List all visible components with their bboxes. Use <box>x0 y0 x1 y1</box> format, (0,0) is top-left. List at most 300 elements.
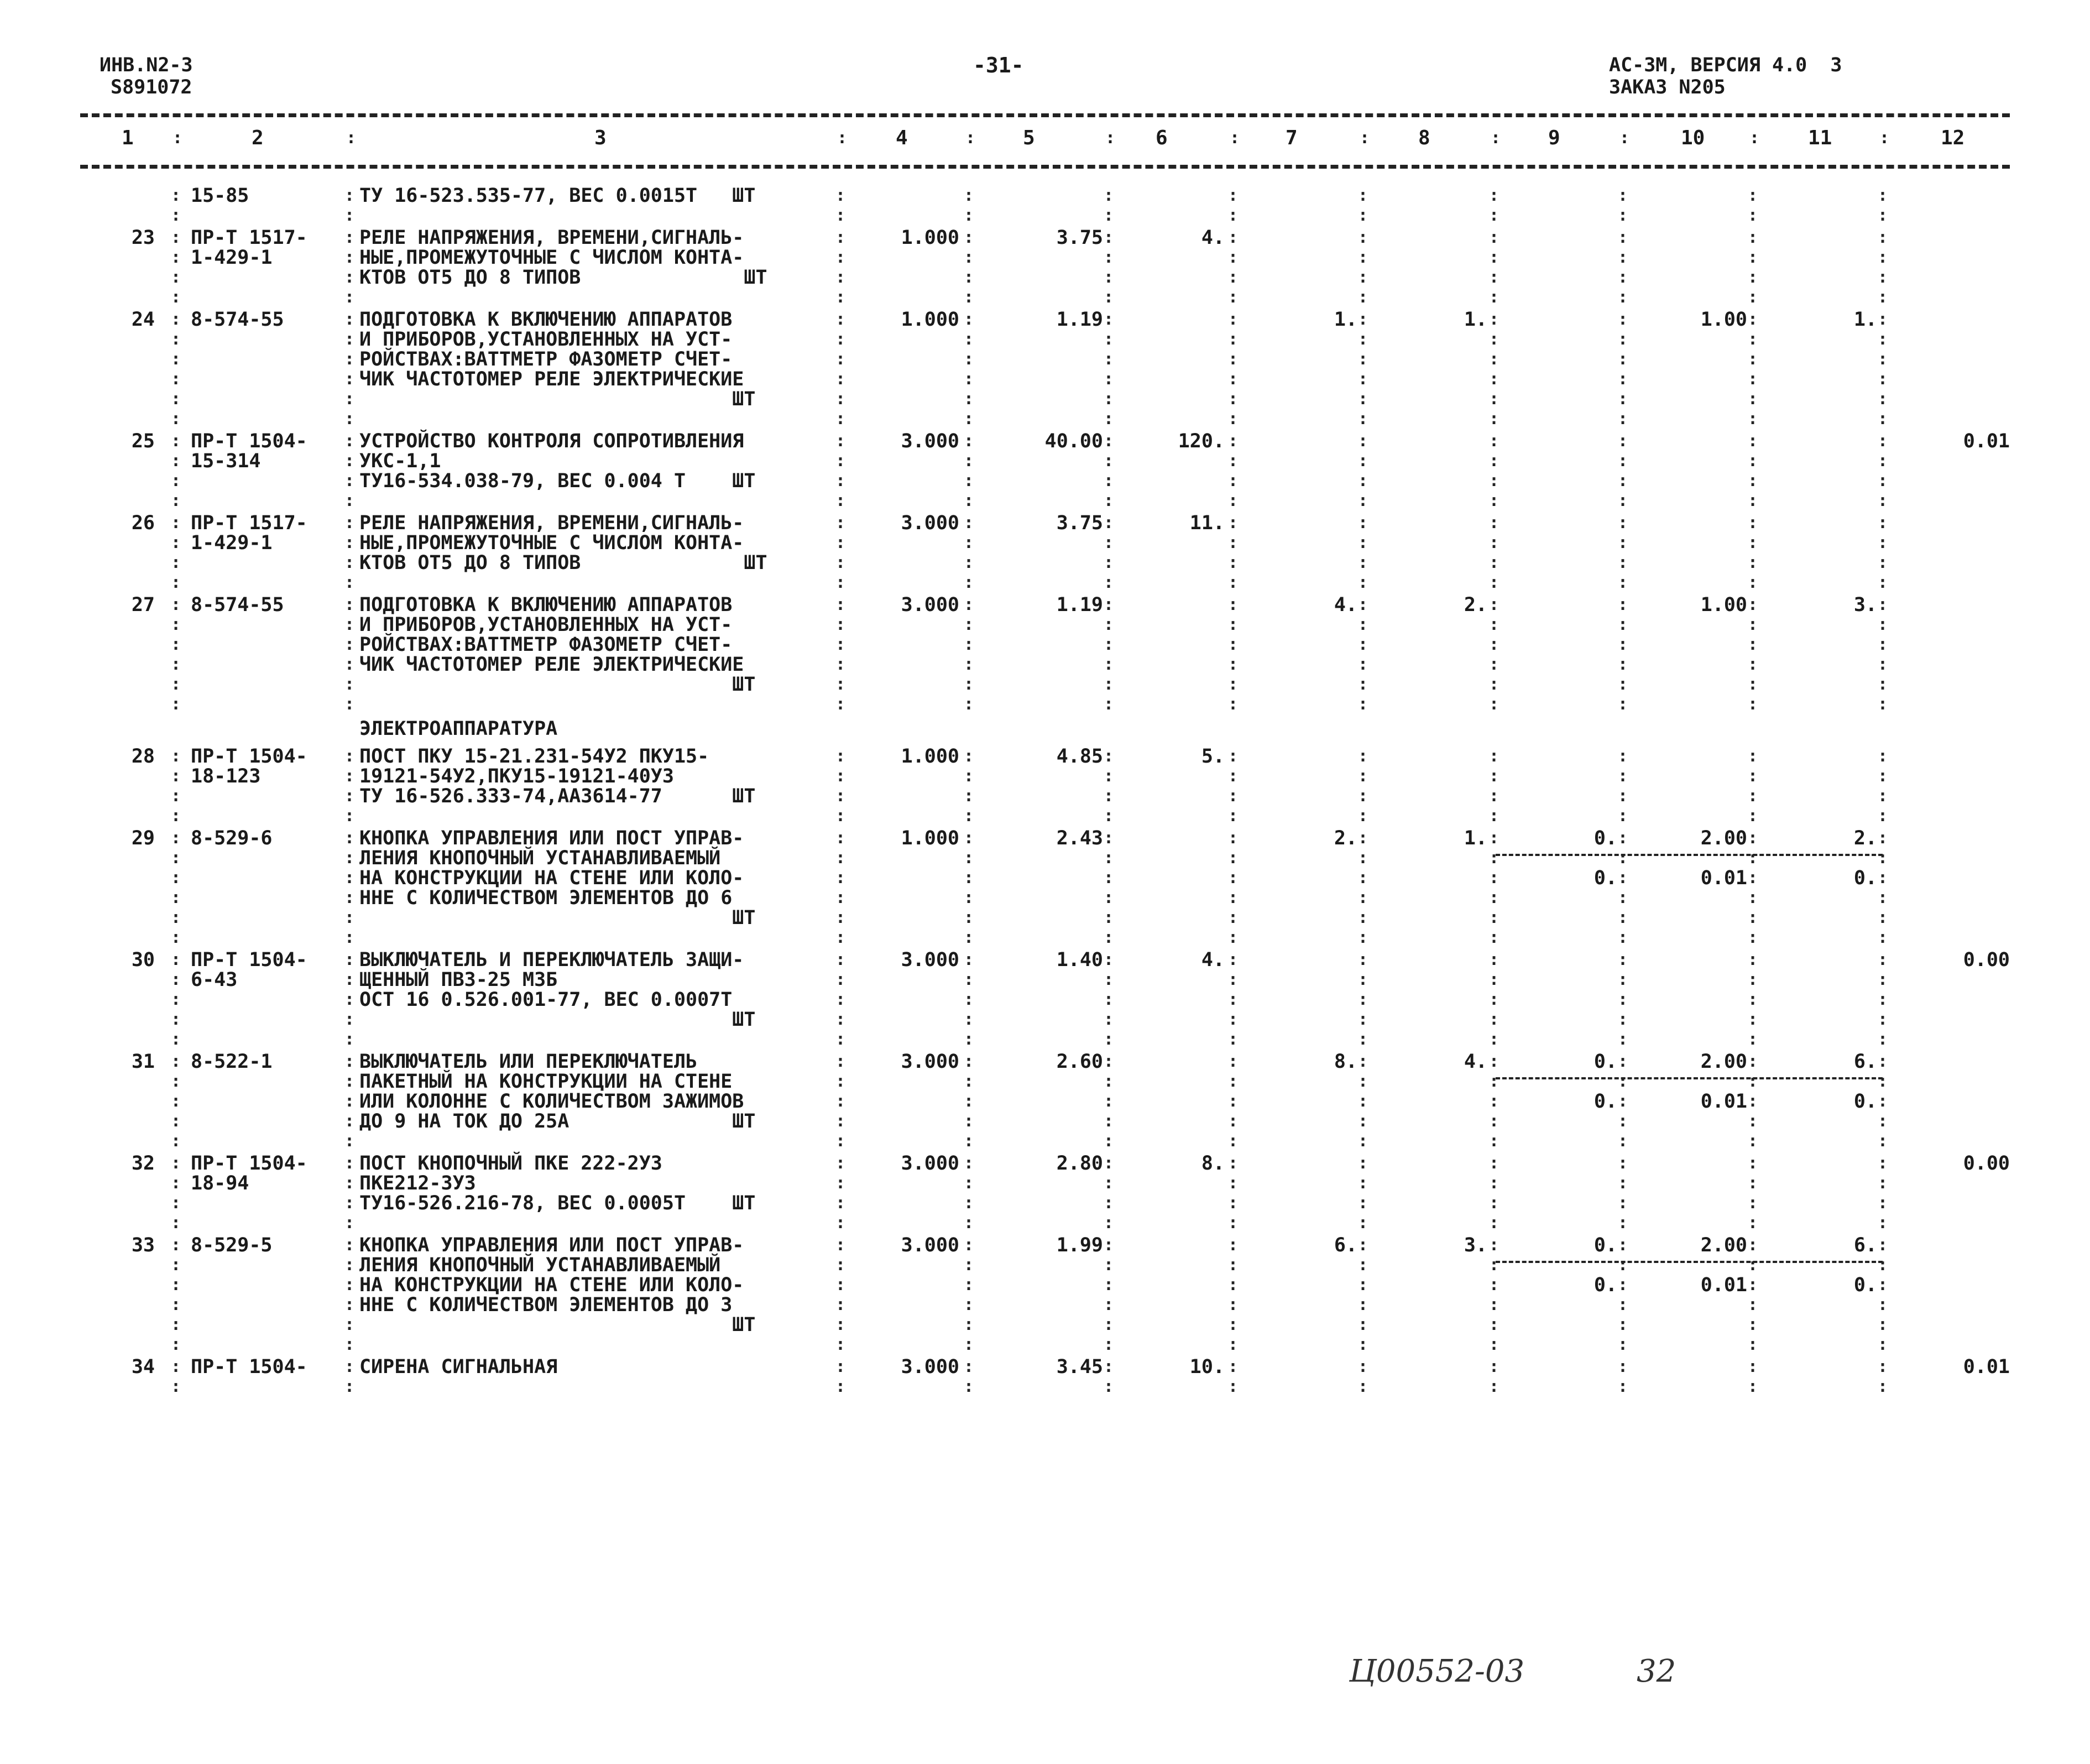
header-separator: : <box>1619 128 1630 148</box>
column-separator: : <box>1747 1377 1758 1396</box>
column-separator: : <box>1357 1275 1368 1295</box>
column-header-6: 6 <box>1156 127 1168 149</box>
column-separator: : <box>835 1235 846 1255</box>
column-separator: : <box>835 695 846 714</box>
column-separator: : <box>1103 655 1114 674</box>
column-separator: : <box>1747 471 1758 490</box>
value-c4: 3.000 <box>901 1356 959 1378</box>
column-separator: : <box>1357 1173 1368 1193</box>
item-description: ВЫКЛЮЧАТЕЛЬ И ПЕРЕКЛЮЧАТЕЛЬ ЗАЩИ- <box>359 949 744 971</box>
column-separator: : <box>170 206 181 225</box>
column-separator: : <box>1617 695 1628 714</box>
column-separator: : <box>1103 573 1114 592</box>
header-separator: : <box>346 128 357 148</box>
item-description: НЫЕ,ПРОМЕЖУТОЧНЫЕ С ЧИСЛОМ КОНТА- <box>359 247 744 269</box>
column-separator: : <box>963 1315 974 1334</box>
column-separator: : <box>1227 766 1239 786</box>
column-separator: : <box>1357 1235 1368 1255</box>
value-c6: 10. <box>1189 1356 1225 1378</box>
column-separator: : <box>1488 186 1499 205</box>
column-separator: : <box>170 1072 181 1091</box>
column-separator: : <box>1877 950 1888 969</box>
column-separator: : <box>1877 206 1888 225</box>
header-separator: : <box>1360 128 1370 148</box>
row-number: 23 <box>131 227 155 249</box>
value-c4: 3.000 <box>901 594 959 616</box>
column-separator: : <box>1617 451 1628 471</box>
column-separator: : <box>1747 1275 1758 1295</box>
column-separator: : <box>170 1173 181 1193</box>
row-number: 32 <box>131 1152 155 1175</box>
column-separator: : <box>835 908 846 927</box>
column-separator: : <box>1877 1030 1888 1049</box>
column-separator: : <box>1103 695 1114 714</box>
column-separator: : <box>1877 228 1888 247</box>
column-separator: : <box>963 848 974 868</box>
subtotal-divider <box>1496 1261 1883 1263</box>
value-c11: 2. <box>1853 827 1877 849</box>
column-separator: : <box>1357 1131 1368 1151</box>
header-bottom-rule <box>80 165 2010 169</box>
column-separator: : <box>344 1315 355 1334</box>
column-separator: : <box>1617 1255 1628 1275</box>
column-separator: : <box>1488 675 1499 694</box>
column-separator: : <box>835 1092 846 1111</box>
column-separator: : <box>1488 513 1499 533</box>
column-separator: : <box>170 1255 181 1275</box>
column-separator: : <box>1747 1357 1758 1376</box>
column-separator: : <box>1227 228 1239 247</box>
column-separator: : <box>963 1030 974 1049</box>
column-separator: : <box>1103 595 1114 614</box>
column-separator: : <box>1103 1315 1114 1334</box>
item-description: ДО 9 НА ТОК ДО 25А ШТ <box>359 1110 756 1132</box>
column-separator: : <box>1103 1377 1114 1396</box>
column-separator: : <box>1103 431 1114 451</box>
subtotal-divider <box>1496 854 1883 856</box>
column-separator: : <box>1357 595 1368 614</box>
column-separator: : <box>835 206 846 225</box>
column-separator: : <box>1617 1357 1628 1376</box>
column-separator: : <box>835 595 846 614</box>
column-separator: : <box>1227 595 1239 614</box>
column-separator: : <box>1617 1030 1628 1049</box>
column-separator: : <box>963 330 974 349</box>
value-c8: 1. <box>1464 827 1487 849</box>
column-separator: : <box>1357 786 1368 806</box>
document-code: S891072 <box>111 76 192 98</box>
value-c7: 2. <box>1334 827 1357 849</box>
column-separator: : <box>1488 431 1499 451</box>
column-separator: : <box>1877 595 1888 614</box>
subtotal-divider <box>1496 1077 1883 1079</box>
column-separator: : <box>835 786 846 806</box>
row-number: 30 <box>131 949 155 971</box>
column-separator: : <box>1617 950 1628 969</box>
column-separator: : <box>1617 828 1628 848</box>
column-separator: : <box>1227 1357 1239 1376</box>
column-separator: : <box>1357 828 1368 848</box>
item-description: РЕЛЕ НАПРЯЖЕНИЯ, ВРЕМЕНИ,СИГНАЛЬ- <box>359 512 744 534</box>
item-description: РЕЛЕ НАПРЯЖЕНИЯ, ВРЕМЕНИ,СИГНАЛЬ- <box>359 227 744 249</box>
column-separator: : <box>344 1377 355 1396</box>
system-version: АС-3М, ВЕРСИЯ 4.0 3 <box>1609 54 1842 76</box>
column-separator: : <box>963 1072 974 1091</box>
column-separator: : <box>1357 635 1368 654</box>
column-separator: : <box>344 1235 355 1255</box>
column-separator: : <box>1357 868 1368 888</box>
column-separator: : <box>1227 1173 1239 1193</box>
column-separator: : <box>1877 1255 1888 1275</box>
column-separator: : <box>1357 228 1368 247</box>
column-separator: : <box>1617 513 1628 533</box>
column-separator: : <box>1877 828 1888 848</box>
column-separator: : <box>170 908 181 927</box>
column-separator: : <box>963 786 974 806</box>
item-description: ПОСТ КНОПОЧНЫЙ ПКЕ 222-2У3 <box>359 1152 662 1175</box>
column-separator: : <box>1747 268 1758 287</box>
column-separator: : <box>1747 288 1758 307</box>
column-separator: : <box>835 389 846 409</box>
column-separator: : <box>835 1173 846 1193</box>
column-separator: : <box>963 228 974 247</box>
item-description: ПОДГОТОВКА К ВКЛЮЧЕНИЮ АППАРАТОВ <box>359 594 733 616</box>
item-description: ННЕ С КОЛИЧЕСТВОМ ЭЛЕМЕНТОВ ДО 3 <box>359 1294 733 1316</box>
column-separator: : <box>1103 349 1114 369</box>
column-separator: : <box>835 655 846 674</box>
column-separator: : <box>1488 615 1499 634</box>
column-separator: : <box>1227 533 1239 552</box>
column-separator: : <box>963 1154 974 1173</box>
column-separator: : <box>1617 248 1628 267</box>
column-separator: : <box>963 1255 974 1275</box>
value-c6: 11. <box>1189 512 1225 534</box>
column-separator: : <box>1747 1052 1758 1071</box>
column-separator: : <box>1617 990 1628 1009</box>
column-separator: : <box>1488 1111 1499 1131</box>
column-separator: : <box>1488 1255 1499 1275</box>
column-separator: : <box>1227 970 1239 989</box>
item-code: 18-94 <box>191 1172 249 1194</box>
column-separator: : <box>1227 908 1239 927</box>
column-separator: : <box>1617 1173 1628 1193</box>
column-separator: : <box>1103 409 1114 429</box>
item-description: СИРЕНА СИГНАЛЬНАЯ <box>359 1356 558 1378</box>
sub-value-c10: 0.01 <box>1700 1090 1747 1113</box>
column-separator: : <box>1617 1092 1628 1111</box>
column-separator: : <box>170 288 181 307</box>
value-c10: 2.00 <box>1700 1051 1747 1073</box>
column-separator: : <box>170 675 181 694</box>
column-separator: : <box>1357 471 1368 490</box>
column-separator: : <box>1357 268 1368 287</box>
column-separator: : <box>835 1072 846 1091</box>
column-separator: : <box>1357 695 1368 714</box>
column-separator: : <box>963 431 974 451</box>
column-separator: : <box>1357 806 1368 826</box>
column-separator: : <box>1617 655 1628 674</box>
column-separator: : <box>835 1030 846 1049</box>
column-separator: : <box>1103 950 1114 969</box>
column-separator: : <box>1227 1052 1239 1071</box>
column-separator: : <box>1227 990 1239 1009</box>
value-c9: 0. <box>1593 1051 1617 1073</box>
row-number: 26 <box>131 512 155 534</box>
column-separator: : <box>1877 1072 1888 1091</box>
column-header-11: 11 <box>1808 127 1832 149</box>
column-separator: : <box>1488 573 1499 592</box>
column-separator: : <box>1357 491 1368 510</box>
column-separator: : <box>1747 1131 1758 1151</box>
column-separator: : <box>1877 1193 1888 1213</box>
column-separator: : <box>963 908 974 927</box>
column-separator: : <box>344 747 355 766</box>
column-separator: : <box>1747 1213 1758 1233</box>
column-separator: : <box>963 950 974 969</box>
value-c7: 4. <box>1334 594 1357 616</box>
value-c8: 4. <box>1464 1051 1487 1073</box>
column-separator: : <box>344 1255 355 1275</box>
column-separator: : <box>1103 1213 1114 1233</box>
column-separator: : <box>1617 573 1628 592</box>
value-c4: 1.000 <box>901 745 959 768</box>
column-separator: : <box>963 766 974 786</box>
handwritten-code: Ц00552-03 <box>1349 1653 1525 1689</box>
column-separator: : <box>1227 1131 1239 1151</box>
column-separator: : <box>1617 1213 1628 1233</box>
column-separator: : <box>1227 848 1239 868</box>
header-separator: : <box>1105 128 1116 148</box>
item-description: КТОВ ОТ5 ДО 8 ТИПОВ ШТ <box>359 552 767 574</box>
column-separator: : <box>344 471 355 490</box>
column-separator: : <box>1617 1052 1628 1071</box>
column-separator: : <box>835 228 846 247</box>
column-separator: : <box>1357 431 1368 451</box>
column-separator: : <box>1227 288 1239 307</box>
column-separator: : <box>1357 248 1368 267</box>
value-c4: 3.000 <box>901 1051 959 1073</box>
column-separator: : <box>170 1335 181 1354</box>
column-separator: : <box>170 1193 181 1213</box>
column-separator: : <box>835 310 846 329</box>
header-separator: : <box>1749 128 1760 148</box>
column-separator: : <box>1227 1193 1239 1213</box>
item-description: НЫЕ,ПРОМЕЖУТОЧНЫЕ С ЧИСЛОМ КОНТА- <box>359 532 744 554</box>
column-separator: : <box>1747 491 1758 510</box>
column-separator: : <box>1747 310 1758 329</box>
column-separator: : <box>344 786 355 806</box>
column-separator: : <box>1488 848 1499 868</box>
column-separator: : <box>1103 908 1114 927</box>
column-separator: : <box>1488 409 1499 429</box>
column-separator: : <box>1617 553 1628 572</box>
column-separator: : <box>1877 1377 1888 1396</box>
item-description: И ПРИБОРОВ,УСТАНОВЛЕННЫХ НА УСТ- <box>359 328 733 351</box>
column-separator: : <box>344 1111 355 1131</box>
column-separator: : <box>1877 1154 1888 1173</box>
column-separator: : <box>1877 1010 1888 1029</box>
item-code: ПР-Т 1504- <box>191 1356 307 1378</box>
column-separator: : <box>835 1357 846 1376</box>
column-header-3: 3 <box>594 127 607 149</box>
value-c12: 0.00 <box>1963 949 2010 971</box>
column-separator: : <box>344 635 355 654</box>
column-separator: : <box>1488 349 1499 369</box>
item-description: ЛЕНИЯ КНОПОЧНЫЙ УСТАНАВЛИВАЕМЫЙ <box>359 847 721 869</box>
item-description: ПАКЕТНЫЙ НА КОНСТРУКЦИИ НА СТЕНЕ <box>359 1071 733 1093</box>
column-separator: : <box>170 1315 181 1334</box>
column-separator: : <box>1747 389 1758 409</box>
column-separator: : <box>1617 908 1628 927</box>
column-separator: : <box>1488 1154 1499 1173</box>
column-separator: : <box>344 369 355 389</box>
item-code: 1-429-1 <box>191 247 273 269</box>
value-c5: 1.99 <box>1056 1234 1103 1256</box>
column-separator: : <box>1227 675 1239 694</box>
column-separator: : <box>1877 513 1888 533</box>
value-c4: 3.000 <box>901 430 959 452</box>
column-separator: : <box>1747 228 1758 247</box>
column-separator: : <box>1488 1010 1499 1029</box>
column-separator: : <box>1877 1357 1888 1376</box>
column-separator: : <box>170 248 181 267</box>
value-c4: 3.000 <box>901 512 959 534</box>
column-separator: : <box>1877 1235 1888 1255</box>
column-separator: : <box>1617 1072 1628 1091</box>
column-separator: : <box>835 928 846 947</box>
column-separator: : <box>344 928 355 947</box>
item-description: ТУ16-526.216-78, ВЕС 0.0005Т ШТ <box>359 1192 756 1214</box>
column-separator: : <box>1488 451 1499 471</box>
row-number: 34 <box>131 1356 155 1378</box>
column-separator: : <box>170 513 181 533</box>
column-separator: : <box>963 1052 974 1071</box>
item-code: ПР-Т 1504- <box>191 745 307 768</box>
column-separator: : <box>963 1010 974 1029</box>
column-separator: : <box>1488 1357 1499 1376</box>
column-separator: : <box>170 828 181 848</box>
column-separator: : <box>1488 1193 1499 1213</box>
column-separator: : <box>170 595 181 614</box>
column-separator: : <box>1617 635 1628 654</box>
column-separator: : <box>1103 186 1114 205</box>
column-separator: : <box>1103 1357 1114 1376</box>
column-separator: : <box>1357 1072 1368 1091</box>
column-separator: : <box>170 1275 181 1295</box>
column-separator: : <box>1357 675 1368 694</box>
column-separator: : <box>1617 491 1628 510</box>
column-separator: : <box>963 573 974 592</box>
column-separator: : <box>170 533 181 552</box>
column-separator: : <box>1357 573 1368 592</box>
column-separator: : <box>963 513 974 533</box>
value-c11: 3. <box>1853 594 1877 616</box>
column-separator: : <box>1103 1275 1114 1295</box>
value-c5: 1.19 <box>1056 309 1103 331</box>
column-separator: : <box>170 806 181 826</box>
column-separator: : <box>1747 1295 1758 1314</box>
column-separator: : <box>1227 268 1239 287</box>
column-separator: : <box>1103 1295 1114 1314</box>
column-separator: : <box>1227 409 1239 429</box>
column-separator: : <box>1617 1235 1628 1255</box>
column-separator: : <box>963 553 974 572</box>
column-separator: : <box>170 848 181 868</box>
column-separator: : <box>963 369 974 389</box>
column-separator: : <box>835 573 846 592</box>
column-separator: : <box>1747 970 1758 989</box>
column-separator: : <box>1227 206 1239 225</box>
column-separator: : <box>835 990 846 1009</box>
value-c12: 0.01 <box>1963 1356 2010 1378</box>
column-separator: : <box>1747 928 1758 947</box>
column-separator: : <box>1488 268 1499 287</box>
item-description: ЩЕННЫЙ ПВЗ-25 МЗБ <box>359 969 558 991</box>
column-separator: : <box>344 595 355 614</box>
column-header-5: 5 <box>1023 127 1035 149</box>
column-separator: : <box>170 1131 181 1151</box>
column-separator: : <box>963 451 974 471</box>
column-separator: : <box>170 553 181 572</box>
value-c5: 2.60 <box>1056 1051 1103 1073</box>
column-separator: : <box>963 349 974 369</box>
column-separator: : <box>1227 1154 1239 1173</box>
column-separator: : <box>344 675 355 694</box>
column-separator: : <box>1227 573 1239 592</box>
column-separator: : <box>1103 1030 1114 1049</box>
column-separator: : <box>1103 268 1114 287</box>
column-separator: : <box>1488 868 1499 888</box>
column-separator: : <box>344 1131 355 1151</box>
column-separator: : <box>1617 868 1628 888</box>
column-separator: : <box>1747 533 1758 552</box>
column-separator: : <box>170 766 181 786</box>
column-separator: : <box>1103 228 1114 247</box>
column-separator: : <box>1357 615 1368 634</box>
column-separator: : <box>963 1335 974 1354</box>
column-separator: : <box>1488 806 1499 826</box>
column-separator: : <box>1227 451 1239 471</box>
column-separator: : <box>963 206 974 225</box>
column-separator: : <box>1877 288 1888 307</box>
column-separator: : <box>1617 1295 1628 1314</box>
column-separator: : <box>1617 228 1628 247</box>
column-separator: : <box>1617 349 1628 369</box>
column-separator: : <box>1357 1010 1368 1029</box>
column-separator: : <box>1103 990 1114 1009</box>
column-separator: : <box>1488 747 1499 766</box>
column-separator: : <box>170 1377 181 1396</box>
column-separator: : <box>170 431 181 451</box>
column-separator: : <box>1227 349 1239 369</box>
column-separator: : <box>1103 533 1114 552</box>
column-separator: : <box>1877 806 1888 826</box>
column-separator: : <box>1357 888 1368 907</box>
item-description: ЛЕНИЯ КНОПОЧНЫЙ УСТАНАВЛИВАЕМЫЙ <box>359 1254 721 1276</box>
column-separator: : <box>835 369 846 389</box>
header-top-rule <box>80 113 2010 117</box>
column-separator: : <box>1877 1092 1888 1111</box>
column-separator: : <box>1747 615 1758 634</box>
column-separator: : <box>1617 615 1628 634</box>
column-separator: : <box>963 288 974 307</box>
column-separator: : <box>1357 1052 1368 1071</box>
column-separator: : <box>1357 1357 1368 1376</box>
value-c4: 3.000 <box>901 949 959 971</box>
column-separator: : <box>1488 766 1499 786</box>
item-code: 1-429-1 <box>191 532 273 554</box>
sub-value-c11: 0. <box>1853 867 1877 889</box>
